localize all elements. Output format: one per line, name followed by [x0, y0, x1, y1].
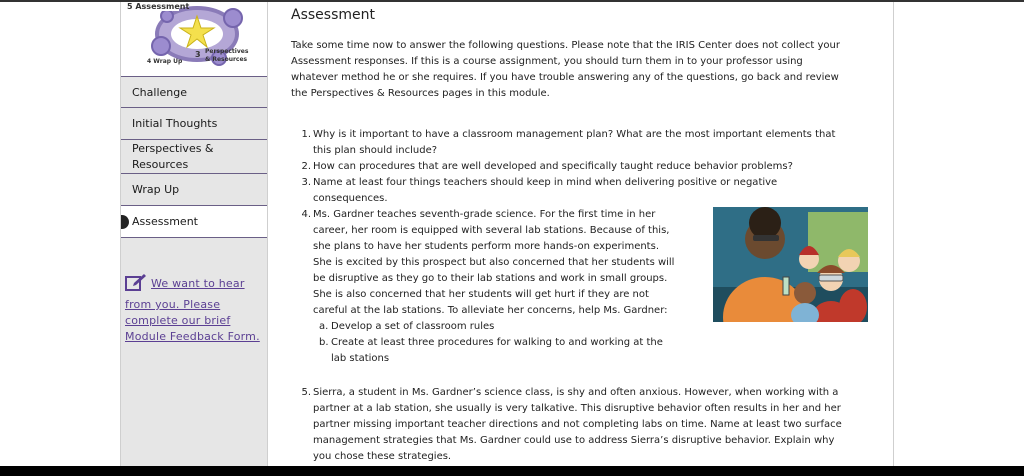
main-content	[291, 7, 881, 462]
nav-item-challenge[interactable]	[121, 76, 267, 108]
question-number: 1.	[301, 129, 311, 140]
subquestion-line: lab stations	[331, 353, 390, 364]
question-number: 5.	[301, 387, 311, 398]
question-text	[313, 127, 835, 159]
feedback-link-line-1: We want to hear	[151, 277, 245, 290]
nav-item-label	[132, 141, 214, 173]
question-text	[313, 175, 777, 207]
question-number: 3.	[301, 177, 311, 188]
subquestion-line: Develop a set of classroom rules	[331, 321, 495, 332]
cycle-step-3-label-2: & Resources	[205, 56, 248, 63]
edit-pencil-icon	[125, 274, 147, 297]
sidebar	[121, 2, 268, 466]
nav-item-assessment[interactable]	[121, 206, 267, 238]
nav-item-label-line-2: Resources	[132, 157, 189, 171]
question-line: She is excited by this prospect but also concerned that her students will	[313, 257, 675, 268]
intro-paragraph	[291, 38, 871, 102]
star-legacy-cycle-graphic[interactable]	[121, 2, 267, 76]
question-line: be disruptive as they go to their lab stations and work in small groups.	[313, 273, 668, 284]
question-line: partner missing important teacher directions and not completing labs on time. Name at least two surface	[313, 419, 842, 430]
feedback-form-link[interactable]	[125, 274, 261, 345]
cycle-step-5-label: 5 Assessment	[127, 2, 190, 11]
nav-item-perspectives-resources[interactable]	[121, 140, 267, 174]
question-number: 4.	[301, 209, 311, 220]
feedback-link-line-2: from you. Please	[125, 298, 221, 311]
page-title: Assessment	[291, 7, 375, 23]
question-text	[313, 385, 842, 465]
subquestion-text	[331, 319, 494, 335]
nav-item-initial-thoughts[interactable]	[121, 108, 267, 140]
subquestion-letter: b.	[319, 337, 329, 348]
nav-item-wrap-up[interactable]	[121, 174, 267, 206]
intro-line: whatever method he or she requires. If you have trouble answering any of the questions, go back and review	[291, 72, 839, 83]
question-line: Ms. Gardner teaches seventh-grade science. For the first time in her	[313, 209, 656, 220]
question-line: consequences.	[313, 193, 388, 204]
question-line: Sierra, a student in Ms. Gardner’s science class, is shy and often anxious. However, when working with a	[313, 387, 839, 398]
subquestion-text	[331, 335, 663, 367]
question-line: She is also concerned that her students will get hurt if they are not	[313, 289, 649, 300]
feedback-link-line-3: complete our brief	[125, 314, 231, 327]
question-line: this plan should include?	[313, 145, 438, 156]
question-line: Name at least four things teachers should keep in mind when delivering positive or negative	[313, 177, 778, 188]
question-number: 2.	[301, 161, 311, 172]
nav-item-label: Challenge	[132, 85, 187, 99]
intro-line: Assessment responses. If this is a course assignment, you should turn them in to your professor using	[291, 56, 803, 67]
nav-item-label: Assessment	[132, 215, 198, 228]
nav-item-label-line-1: Perspectives &	[132, 141, 214, 155]
intro-line: the Perspectives & Resources pages in this module.	[291, 88, 550, 99]
subquestion-letter: a.	[319, 321, 329, 332]
question-line: partner at a lab station, she usually is very talkative. This disruptive behavior often results in her and her	[313, 403, 841, 414]
question-line: she plans to have her students perform more hands-on experiments.	[313, 241, 659, 252]
module-nav	[121, 76, 267, 238]
cycle-step-3-number: 3	[195, 50, 201, 59]
question-text	[313, 207, 703, 319]
feedback-link-line-4: Module Feedback Form.	[125, 330, 260, 343]
question-text	[313, 159, 793, 175]
cycle-step-3-label-1: Perspectives	[205, 48, 249, 55]
cycle-diagram-icon	[121, 2, 267, 76]
question-line: career, her room is equipped with several lab stations. Because of this,	[313, 225, 670, 236]
question-line: Why is it important to have a classroom management plan? What are the most important elements that	[313, 129, 836, 140]
module-page	[120, 2, 894, 466]
cycle-step-4-label: 4 Wrap Up	[147, 58, 183, 65]
nav-item-label: Initial Thoughts	[132, 117, 218, 130]
question-line: careful at the lab stations. To alleviate her concerns, help Ms. Gardner:	[313, 305, 668, 316]
subquestion-line: Create at least three procedures for walking to and working at the	[331, 337, 663, 348]
question-line: you chose these strategies.	[313, 451, 452, 462]
nav-item-label: Wrap Up	[132, 183, 180, 196]
intro-line: Take some time now to answer the following questions. Please note that the IRIS Center does not collect your	[291, 40, 840, 51]
current-page-marker-icon	[121, 215, 129, 229]
question-line: How can procedures that are well developed and specifically taught reduce behavior problems?	[313, 161, 793, 172]
classroom-lab-illustration	[713, 207, 868, 322]
bottom-border	[0, 466, 1024, 476]
question-line: management strategies that Ms. Gardner could use to address Sierra’s disruptive behavior. Explain why	[313, 435, 835, 446]
